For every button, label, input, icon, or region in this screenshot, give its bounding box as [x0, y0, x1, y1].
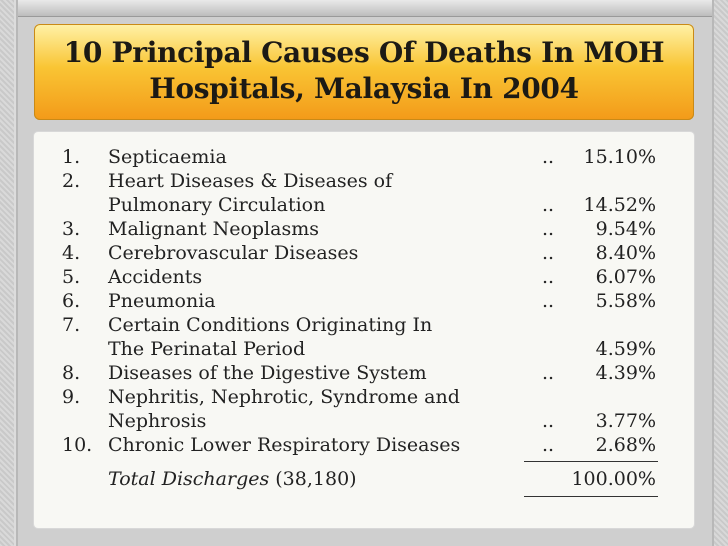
leader-dots: ..	[542, 362, 555, 384]
leader-dots: ..	[542, 266, 555, 288]
item-number: 5.	[62, 266, 81, 288]
right-border	[714, 0, 728, 546]
total-top-rule	[524, 461, 658, 462]
item-percentage: 9.54%	[595, 218, 656, 240]
list-item	[34, 386, 694, 410]
list-item	[34, 434, 694, 458]
item-number: 2.	[62, 170, 81, 192]
total-percentage: 100.00%	[571, 468, 656, 490]
item-label: Heart Diseases & Diseases of	[108, 170, 393, 192]
left-border	[0, 0, 14, 546]
total-count: (38,180)	[269, 468, 357, 490]
total-bottom-rule	[524, 496, 658, 497]
item-percentage: 2.68%	[595, 434, 656, 456]
list-item	[34, 314, 694, 338]
list-item	[34, 218, 694, 242]
title-line-2: Hospitals, Malaysia In 2004	[149, 72, 579, 105]
item-label: Septicaemia	[108, 146, 227, 168]
item-label: Pulmonary Circulation	[108, 194, 326, 216]
leader-dots: ..	[542, 290, 555, 312]
item-label: Certain Conditions Originating In	[108, 314, 433, 336]
leader-dots: ..	[542, 218, 555, 240]
item-number: 1.	[62, 146, 81, 168]
item-label: Cerebrovascular Diseases	[108, 242, 359, 264]
item-label: Malignant Neoplasms	[108, 218, 319, 240]
item-number: 9.	[62, 386, 81, 408]
item-number: 7.	[62, 314, 81, 336]
item-percentage: 14.52%	[583, 194, 656, 216]
list-item	[34, 242, 694, 266]
leader-dots: ..	[542, 194, 555, 216]
total-text	[108, 468, 357, 490]
item-number: 10.	[62, 434, 93, 456]
item-label: Chronic Lower Respiratory Diseases	[108, 434, 461, 456]
item-percentage: 3.77%	[595, 410, 656, 432]
list-item	[34, 194, 694, 218]
total-row	[34, 468, 694, 492]
item-label: Accidents	[108, 266, 203, 288]
item-percentage: 6.07%	[595, 266, 656, 288]
leader-dots: ..	[542, 410, 555, 432]
causes-list-panel	[34, 132, 694, 528]
list-item	[34, 338, 694, 362]
leader-dots: ..	[542, 146, 555, 168]
item-percentage: 15.10%	[583, 146, 656, 168]
list-item	[34, 290, 694, 314]
top-strip	[18, 0, 712, 17]
item-number: 6.	[62, 290, 81, 312]
item-number: 4.	[62, 242, 81, 264]
item-percentage: 8.40%	[595, 242, 656, 264]
item-number: 3.	[62, 218, 81, 240]
item-label: Nephritis, Nephrotic, Syndrome and	[108, 386, 460, 408]
leader-dots: ..	[542, 242, 555, 264]
title-line-1: 10 Principal Causes Of Deaths In MOH	[63, 36, 665, 69]
list-item	[34, 170, 694, 194]
item-label: Nephrosis	[108, 410, 207, 432]
item-label: Pneumonia	[108, 290, 216, 312]
item-number: 8.	[62, 362, 81, 384]
list-item	[34, 362, 694, 386]
item-percentage: 4.59%	[595, 338, 656, 360]
item-label: The Perinatal Period	[108, 338, 306, 360]
item-label: Diseases of the Digestive System	[108, 362, 427, 384]
total-label: Total Discharges	[108, 468, 270, 490]
item-percentage: 5.58%	[595, 290, 656, 312]
list-item	[34, 266, 694, 290]
title-banner	[34, 24, 694, 120]
list-item	[34, 146, 694, 170]
list-item	[34, 410, 694, 434]
leader-dots: ..	[542, 434, 555, 456]
item-percentage: 4.39%	[595, 362, 656, 384]
